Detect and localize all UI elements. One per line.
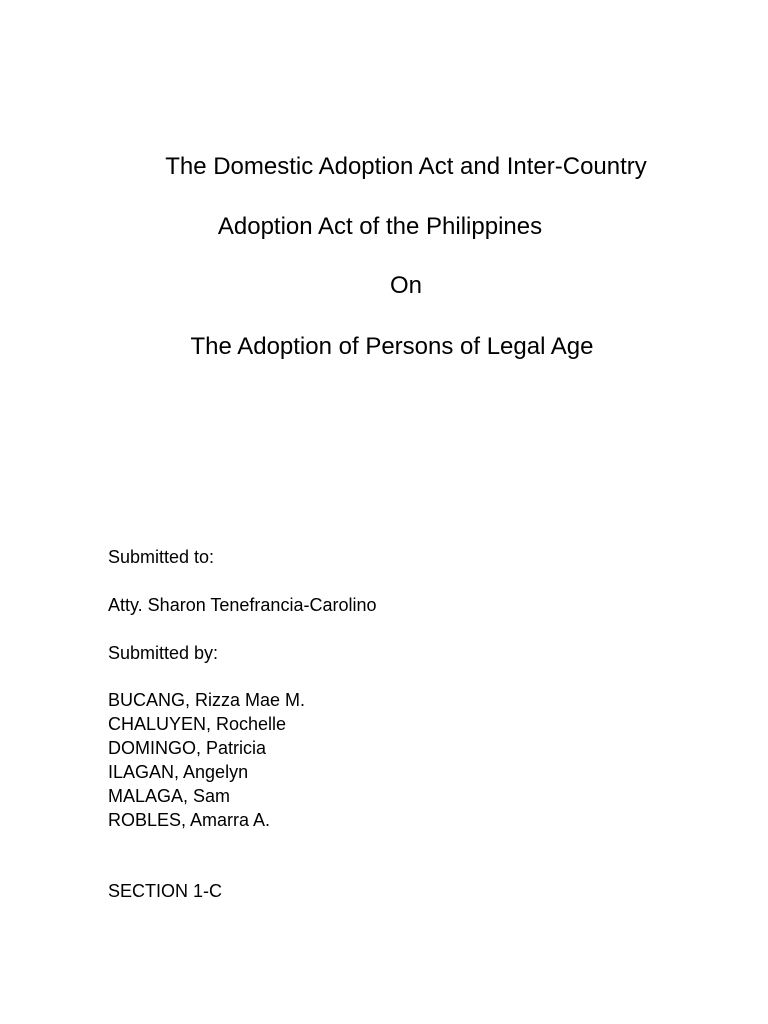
submitted-by-label: Submitted by:	[108, 643, 219, 663]
member-name: CHALUYEN, Rochelle	[108, 714, 287, 734]
member-name: DOMINGO, Patricia	[108, 738, 267, 758]
title-line-3: On	[389, 272, 422, 299]
title-line-2: Adoption Act of the Philippines	[217, 213, 543, 240]
title-line-4: The Adoption of Persons of Legal Age	[190, 333, 594, 360]
member-name: ROBLES, Amarra A.	[108, 810, 271, 830]
member-name: BUCANG, Rizza Mae M.	[108, 690, 306, 710]
member-name: ILAGAN, Angelyn	[108, 762, 249, 782]
submitted-to-label: Submitted to:	[108, 547, 215, 567]
title-line-1: The Domestic Adoption Act and Inter-Country	[165, 153, 647, 180]
member-list	[108, 688, 305, 832]
submitted-to-name: Atty. Sharon Tenefrancia-Carolino	[108, 595, 377, 615]
member-name: MALAGA, Sam	[108, 786, 231, 806]
section-label: SECTION 1-C	[108, 881, 223, 901]
